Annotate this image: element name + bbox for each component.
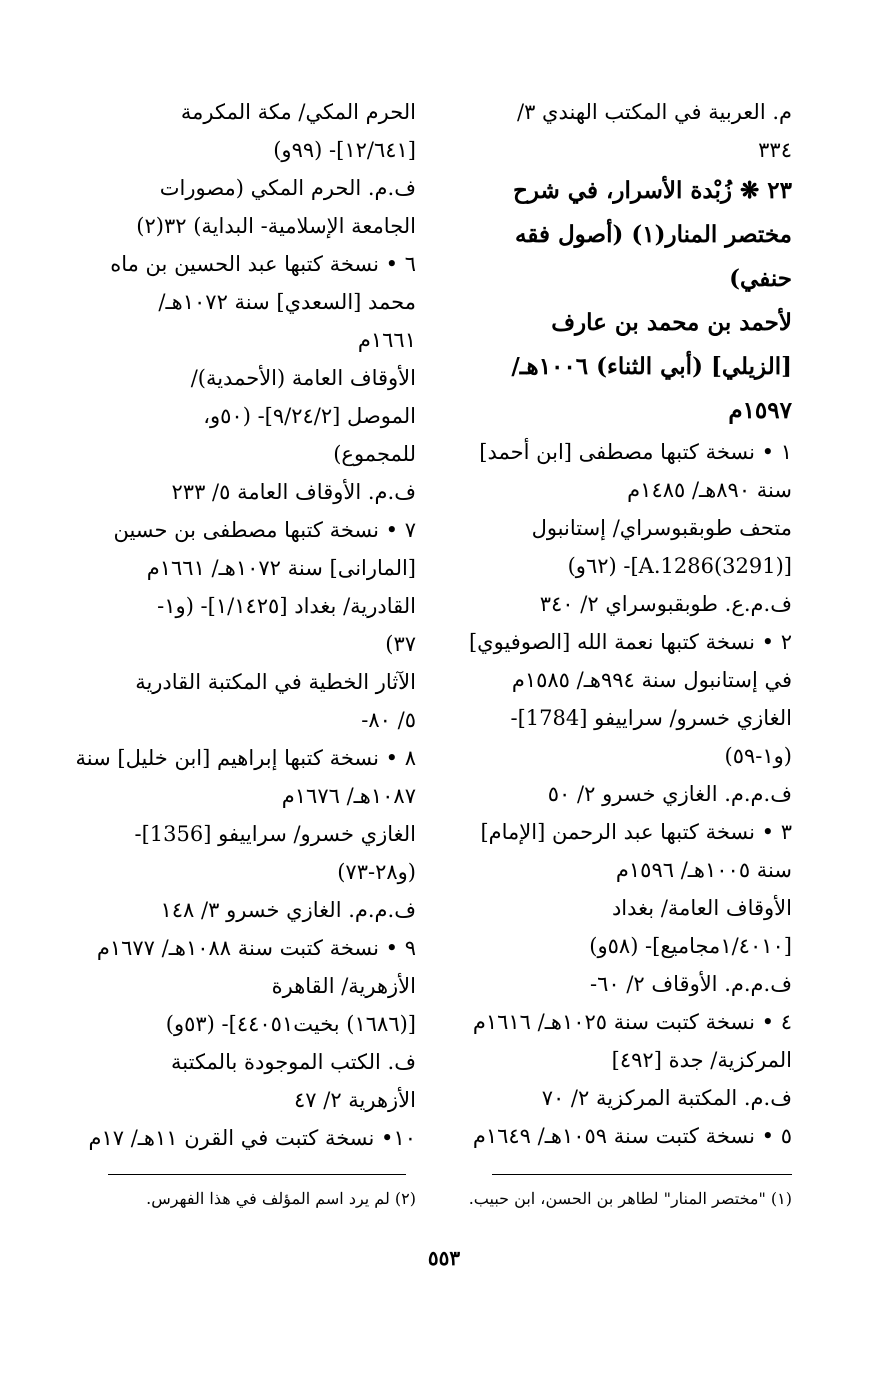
text-line: الغازي خسرو/ سراييفو [1784]- bbox=[510, 706, 792, 730]
footnote-1: (١) "مختصر المنار" لطاهر بن الحسن، ابن حبيب. bbox=[468, 1189, 792, 1208]
text-line: م. العربية في المكتب الهندي ٣/ bbox=[517, 100, 792, 124]
text-line: ٤ • نسخة كتبت سنة ١٠٢٥هـ/ ١٦١٦م bbox=[472, 1010, 792, 1034]
text-line: ٦ • نسخة كتبها عبد الحسين بن ماه bbox=[110, 252, 416, 276]
text-line: [A.1286(3291)]- (٦٢و) bbox=[567, 554, 792, 578]
text-line: الأوقاف العامة (الأحمدية)/ bbox=[190, 366, 416, 390]
text-line: ف.م.م. الأوقاف ٢/ ٦٠- bbox=[589, 972, 792, 996]
text-line: (و١-٥٩) bbox=[724, 744, 792, 768]
text-line: ف.م.م. الغازي خسرو ٢/ ٥٠ bbox=[547, 782, 792, 806]
text-line: [١/٤٠١٠مجاميع]- (٥٨و) bbox=[589, 934, 792, 958]
text-line: ١٠• نسخة كتبت في القرن ١١هـ/ ١٧م bbox=[88, 1126, 416, 1150]
text-line: [(١٦٨٦) بخيت٤٤٠٥١]- (٥٣و) bbox=[165, 1012, 416, 1036]
text-line: الأزهرية ٢/ ٤٧ bbox=[293, 1088, 416, 1112]
footnote-2: (٢) لم يرد اسم المؤلف في هذا الفهرس. bbox=[146, 1189, 416, 1208]
text-line: في إستانبول سنة ٩٩٤هـ/ ١٥٨٥م bbox=[511, 668, 792, 692]
text-line: (و٢٨-٧٣) bbox=[337, 860, 416, 884]
text-line: الموصل [٩/٢٤/٢]- (٥٠و، bbox=[203, 404, 416, 428]
text-line: ٩ • نسخة كتبت سنة ١٠٨٨هـ/ ١٦٧٧م bbox=[96, 936, 416, 960]
text-line: القادرية/ بغداد [١/١٤٢٥]- (و١- bbox=[157, 594, 416, 618]
text-line: [المارانى] سنة ١٠٧٢هـ/ ١٦٦١م bbox=[146, 556, 416, 580]
text-line: للمجموع) bbox=[333, 442, 416, 466]
text-line: ١٠٨٧هـ/ ١٦٧٦م bbox=[281, 784, 416, 808]
text-line: المركزية/ جدة [٤٩٢] bbox=[611, 1048, 792, 1072]
text-line: ف. الكتب الموجودة بالمكتبة bbox=[171, 1050, 416, 1074]
text-line: ف.م. الأوقاف العامة ٥/ ٢٣٣ bbox=[171, 480, 416, 504]
text-line: محمد [السعدي] سنة ١٠٧٢هـ/ bbox=[158, 290, 416, 314]
text-line: سنة ١٠٠٥هـ/ ١٥٩٦م bbox=[615, 858, 792, 882]
text-line: لأحمد بن محمد بن عارف bbox=[551, 309, 792, 336]
text-line: ٥/ ٨٠- bbox=[361, 708, 416, 732]
text-line: [الزيلي] (أبي الثناء) ١٠٠٦هـ/ bbox=[511, 353, 792, 380]
footnote-separator-right bbox=[492, 1174, 792, 1175]
text-line: متحف طوبقبوسراي/ إستانبول bbox=[531, 516, 792, 540]
page-number: ٥٥٣ bbox=[427, 1246, 461, 1270]
text-line: ف.م. الحرم المكي (مصورات bbox=[159, 176, 416, 200]
text-line: ٣٧) bbox=[385, 632, 416, 656]
text-line: ف.م.م. الغازي خسرو ٣/ ١٤٨ bbox=[160, 898, 416, 922]
text-line: ف.م.ع. طوبقبوسراي ٢/ ٣٤٠ bbox=[539, 592, 792, 616]
text-line: الجامعة الإسلامية- البداية) ٣٢(٢) bbox=[136, 214, 416, 238]
text-line: الأزهرية/ القاهرة bbox=[271, 974, 416, 998]
text-line: ف.م. المكتبة المركزية ٢/ ٧٠ bbox=[541, 1086, 792, 1110]
left-column bbox=[68, 93, 416, 1157]
text-line: ٣ • نسخة كتبها عبد الرحمن [الإمام] bbox=[480, 820, 792, 844]
text-line: ١٦٦١م bbox=[357, 328, 416, 352]
text-line: ٨ • نسخة كتبها إبراهيم [ابن خليل] سنة bbox=[75, 746, 416, 770]
footnote-separator-left bbox=[108, 1174, 406, 1175]
text-line: الحرم المكي/ مكة المكرمة bbox=[180, 100, 416, 124]
text-line: ٣٣٤ bbox=[758, 138, 792, 162]
text-line: ٧ • نسخة كتبها مصطفى بن حسين bbox=[113, 518, 416, 542]
text-line: [١٢/٦٤١]- (٩٩و) bbox=[273, 138, 416, 162]
text-line: الغازي خسرو/ سراييفو [1356]- bbox=[134, 822, 416, 846]
text-line: حنفي) bbox=[729, 265, 792, 292]
text-line: ٢٣ ❋ زُبْدة الأسرار، في شرح bbox=[512, 177, 792, 204]
text-line: مختصر المنار(١) (أصول فقه bbox=[514, 221, 792, 248]
text-line: ٢ • نسخة كتبها نعمة الله [الصوفيوي] bbox=[468, 630, 792, 654]
text-line: الآثار الخطية في المكتبة القادرية bbox=[135, 670, 416, 694]
text-line: ٥ • نسخة كتبت سنة ١٠٥٩هـ/ ١٦٤٩م bbox=[472, 1124, 792, 1148]
text-line: ١٥٩٧م bbox=[728, 397, 792, 424]
text-line: ١ • نسخة كتبها مصطفى [ابن أحمد] bbox=[479, 440, 792, 464]
text-line: الأوقاف العامة/ بغداد bbox=[611, 896, 792, 920]
text-line: سنة ٨٩٠هـ/ ١٤٨٥م bbox=[627, 478, 792, 502]
right-column bbox=[440, 93, 792, 1155]
